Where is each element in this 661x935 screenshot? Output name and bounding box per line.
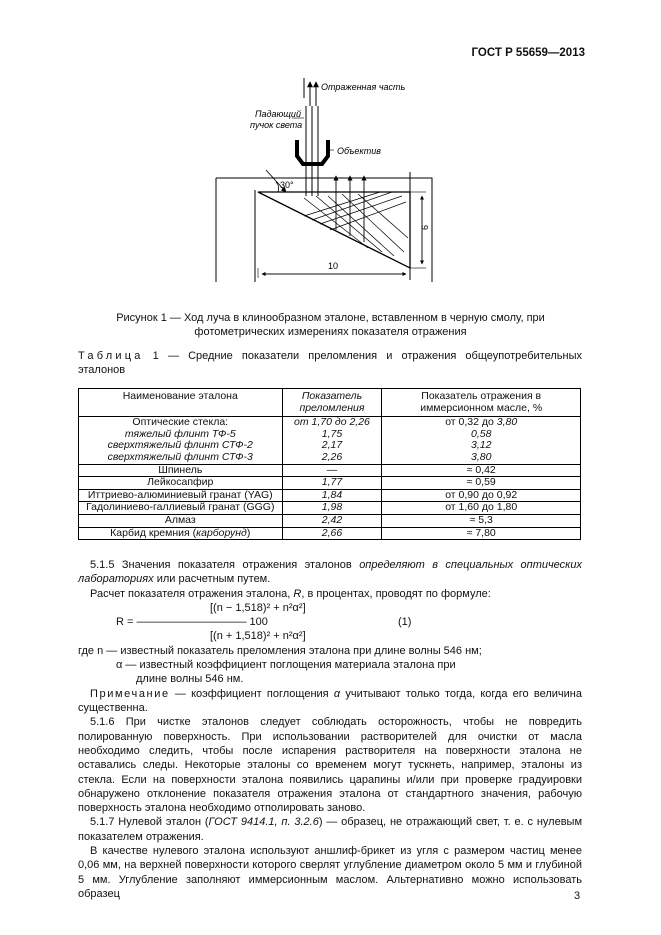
figure-caption: Рисунок 1 — Ход луча в клинообразном эталоне, вставленном в черную смолу, при фотометрических измерениях показателя отражения (116, 312, 545, 338)
table-row: Алмаз 2,42 ≈ 5,3 (79, 514, 581, 527)
table-header-row (79, 389, 581, 417)
body-text (78, 558, 582, 901)
label-dim-width: 10 (328, 261, 339, 271)
label-incident-1: Падающий (255, 109, 301, 119)
table-row: Карбид кремния (карборунд) 2,66 ≈ 7,80 (79, 527, 581, 540)
paragraph-5-1-5: 5.1.5 Значения показателя отражения эталонов определяют в специальных оптических лабораториях или расчетным путем. (78, 559, 582, 586)
table-row: Шпинель — ≈ 0,42 (79, 464, 581, 477)
paragraph-calc: Расчет показателя отражения эталона, R, в процентах, проводят по формуле: (90, 587, 491, 600)
document-header: ГОСТ Р 55659—2013 (471, 47, 585, 59)
label-incident-2: пучок света (250, 120, 303, 130)
label-objective: Объектив (337, 146, 381, 156)
figure-ray-diagram (200, 68, 450, 284)
data-table (78, 388, 581, 540)
header-name: Наименование эталона (79, 389, 283, 417)
table-row: Иттриево-алюминиевый гранат (YAG) 1,84 от 0,90 до 0,92 (79, 489, 581, 502)
page-number: 3 (574, 890, 581, 902)
where-line-2: α — известный коэффициент поглощения материала эталона при (116, 659, 456, 672)
table-title: Таблица 1 — Средние показатели преломления и отражения общеупотребительных эталонов (78, 350, 582, 376)
header-reflection: Показатель отражения в иммерсионном масле, % (382, 389, 581, 417)
table-row: Гадолиниево-галлиевый гранат (GGG) 1,98 от 1,60 до 1,80 (79, 502, 581, 515)
header-refraction: Показатель преломления (282, 389, 382, 417)
note: Примечание — коэффициент поглощения α учитывают только тогда, когда его величина существенна. (78, 687, 582, 715)
label-angle: 30° (280, 180, 294, 190)
paragraph-5-1-6: 5.1.6 При чистке эталонов следует соблюдать осторожность, чтобы не повредить полированную поверхность. При использовании растворителей для очистки от масла необходимо следить, чтобы после испарения растворителя на поверхности эталона не оставались следы. Некоторые эталоны со временем могут тускнеть, например, эталоны из стекла. Если на поверхности эталона появились царапины и/или при проверке градуировки обнаружено отклонение показателя отражения эталона от стандартного значения, рабочую поверхность эталона необходимо отполировать заново. (78, 716, 582, 815)
where-line-3: длине волны 546 нм. (136, 673, 244, 686)
where-line-1: где n — известный показатель преломления эталона при длине волны 546 нм; (78, 644, 482, 657)
label-reflected: Отраженная часть (321, 82, 406, 92)
table-row-glass-group: Оптические стекла: тяжелый флинт ТФ-5 сверхтяжелый флинт СТФ-2 сверхтяжелый флинт СТФ-3 от 1,70 до 2,26 1,75 2,17 2,26 от 0,32 до 3,80 0,58 3,12 3,80 (79, 417, 581, 464)
paragraph-zero-standard: В качестве нулевого эталона используют аншлиф-брикет из угля с размером частиц менее 0,06 мм, на верхней поверхности которого сверлят углубление диаметром около 5 мм и глубиной 5 мм. Углубление заполняют иммерсионным маслом. Альтернативно можно использовать образец (78, 845, 582, 900)
formula: [(n − 1,518)² + n²α²] R = —————————— 100 (1) [(n + 1,518)² + n²α²] (116, 601, 412, 642)
label-dim-height: 6 (420, 224, 430, 230)
table-row: Лейкосапфир 1,77 ≈ 0,59 (79, 477, 581, 490)
paragraph-5-1-7: 5.1.7 Нулевой эталон (ГОСТ 9414.1, п. 3.2.6) — образец, не отражающий свет, т. е. с нулевым показателем отражения. (78, 816, 583, 843)
